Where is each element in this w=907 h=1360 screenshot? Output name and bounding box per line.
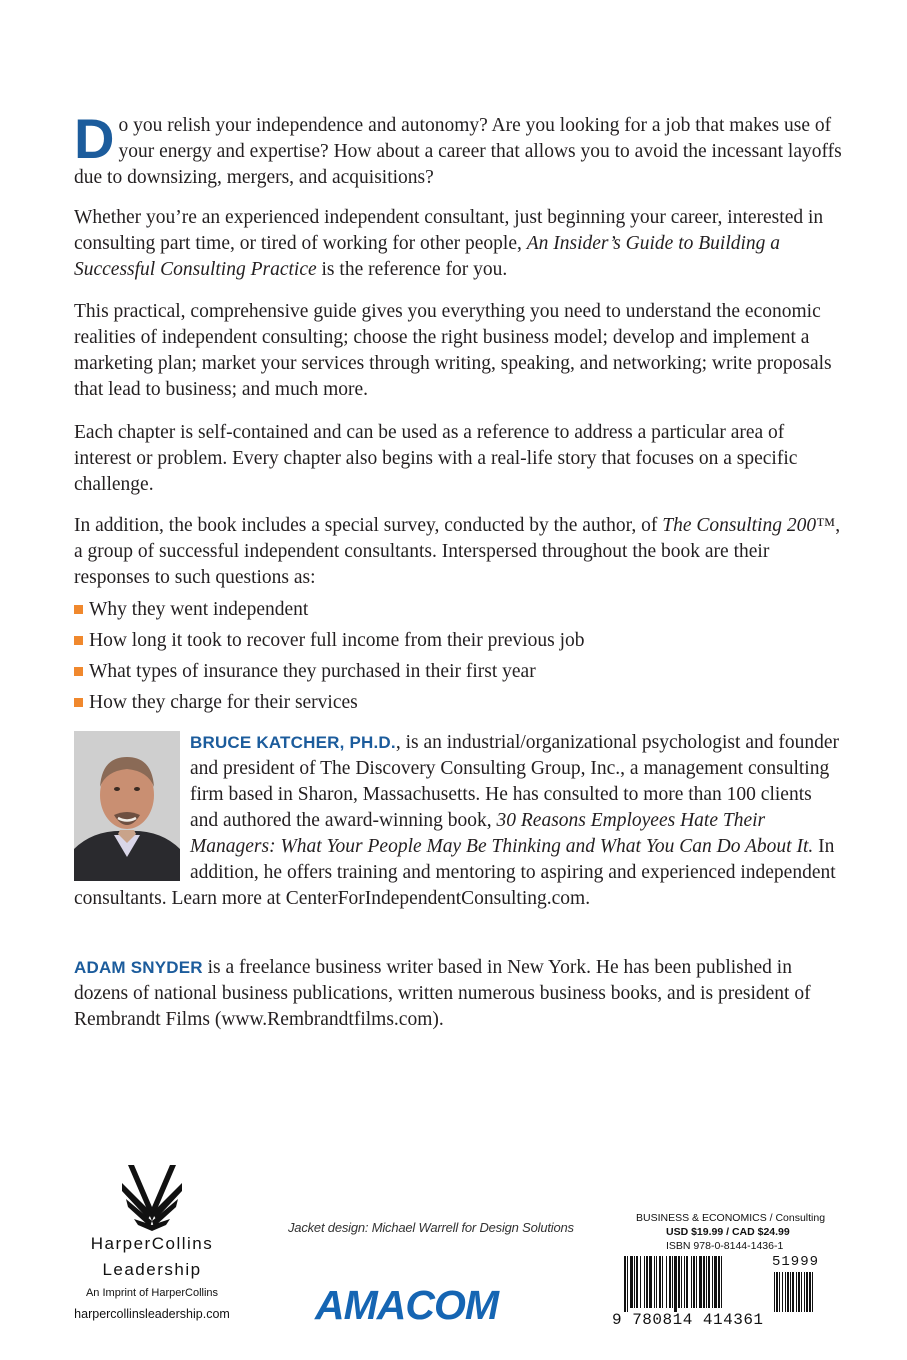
barcode-addon-bar	[782, 1272, 783, 1312]
isbn-number: ISBN 978-0-8144-1436-1	[666, 1240, 784, 1252]
barcode-addon-bar	[787, 1272, 789, 1312]
barcode-addon-bar	[785, 1272, 786, 1312]
reference-text-start: Whether you’re an experienced independent consultant, just beginning your career, interested in consulting part time, or tired of working for other people,	[74, 207, 824, 254]
publisher-name: HarperCollins	[90, 1234, 214, 1253]
barcode-bar	[691, 1256, 692, 1308]
square-bullet-icon	[74, 667, 83, 676]
barcode-addon-digits: 51999	[772, 1254, 820, 1270]
barcode-addon-bar	[812, 1272, 813, 1312]
barcode-addon-bar	[776, 1272, 778, 1312]
trademark-symbol: ™	[816, 515, 836, 536]
barcode-addon-bar	[798, 1272, 800, 1312]
publisher-url: harpercollinsleadership.com	[74, 1307, 230, 1321]
barcode-bar	[656, 1256, 657, 1308]
square-bullet-icon	[74, 605, 83, 614]
list-item: Why they went independent	[74, 594, 585, 625]
chapter-paragraph: Each chapter is self-contained and can be used as a reference to address a particular area of interest or problem. Every chapter also begins with a real-life story that focuses on a specific challenge.	[74, 422, 798, 495]
publisher-logo	[60, 1231, 244, 1283]
barcode-bar	[634, 1256, 635, 1308]
publisher-imprint: An Imprint of HarperCollins	[85, 1287, 219, 1299]
barcode-addon-bar	[801, 1272, 802, 1312]
barcode-addon-bar	[779, 1272, 780, 1312]
barcode-bar	[646, 1256, 648, 1308]
barcode-bar	[674, 1256, 677, 1312]
reference-paragraph	[74, 205, 844, 283]
barcode-bar	[630, 1256, 633, 1308]
barcode-bar	[649, 1256, 652, 1308]
barcode-bar	[703, 1256, 705, 1308]
intro-paragraph	[74, 107, 844, 191]
survey-title: The Consulting 200	[662, 515, 817, 536]
barcode-bar	[636, 1256, 638, 1308]
square-bullet-icon	[74, 636, 83, 645]
barcode-addon-bar	[809, 1272, 811, 1312]
barcode-addon-bar	[790, 1272, 791, 1312]
barcode-bar	[672, 1256, 673, 1308]
book-title: An Insider’s Guide to Building a Successful Consulting Practice	[74, 233, 781, 280]
author-bio-snyder: ADAM SNYDER is a freelance business writer based in New York. He has been published in dozens of national business publications, written numerous business books, and is president of Rembrandt Films (www.Rembrandtfilms.com).	[74, 957, 811, 1030]
barcode-addon-bar	[774, 1272, 775, 1312]
barcode-bar	[666, 1256, 667, 1308]
barcode-addon-bar	[796, 1272, 797, 1312]
barcode-bar	[699, 1256, 702, 1308]
barcode-bar	[669, 1256, 671, 1308]
barcode-bar	[718, 1256, 720, 1308]
author-book-title: 30 Reasons Employees Hate Their Managers: What Your People May Be Thinking and What You Can Do About It.	[190, 810, 814, 857]
list-item: How long it took to recover full income from their previous job	[74, 625, 585, 656]
survey-text-start: In addition, the book includes a special survey, conducted by the author, of	[74, 515, 663, 536]
barcode-bar	[640, 1256, 641, 1308]
barcode-bar	[706, 1256, 707, 1308]
reference-text-end: is the reference for you.	[316, 259, 508, 280]
barcode-bar	[712, 1256, 713, 1308]
barcode-bar	[644, 1256, 645, 1308]
list-item: What types of insurance they purchased in their first year	[74, 656, 585, 687]
barcode-bar	[693, 1256, 695, 1308]
barcode-addon-bar	[804, 1272, 805, 1312]
barcode-bar	[627, 1256, 628, 1312]
coauthor-name: ADAM SNYDER	[74, 958, 203, 977]
intro-text: o you relish your independence and autonomy? Are you looking for a job that makes use of your energy and expertise? How about a career that allows you to avoid the incessant layoffs due to downsizing, mergers, and acquisitions?	[74, 115, 842, 188]
question-list	[74, 594, 585, 718]
publisher-division: Leadership	[102, 1260, 202, 1279]
square-bullet-icon	[74, 698, 83, 707]
barcode-addon-bar	[792, 1272, 794, 1312]
barcode-bar	[624, 1256, 626, 1312]
survey-paragraph	[74, 513, 844, 591]
book-price: USD $19.99 / CAD $24.99	[666, 1226, 790, 1238]
barcode-bar	[659, 1256, 661, 1308]
jacket-credit: Jacket design: Michael Warrell for Design Solutions	[288, 1220, 574, 1235]
guide-paragraph: This practical, comprehensive guide gives you everything you need to understand the economic realities of independent consulting; choose the right business model; develop and implement a marketing plan; market your services through writing, speaking, and networking; write proposals that lead to business; and much more.	[74, 301, 832, 400]
barcode-digits: 9 780814 414361	[612, 1311, 764, 1329]
amacom-logo: AMACOM	[315, 1282, 499, 1328]
barcode-addon-bar	[806, 1272, 808, 1312]
drop-cap: D	[74, 107, 115, 170]
barcode-bar	[684, 1256, 685, 1308]
barcode-bar	[721, 1256, 722, 1308]
book-category: BUSINESS & ECONOMICS / Consulting	[636, 1212, 826, 1224]
author-bio-katcher: BRUCE KATCHER, PH.D., is an industrial/organizational psychologist and founder and president of The Discovery Consulting Group, Inc., a management consulting firm based in Sharon, Massachusetts. He has consulted to more than 100 clients and authored the award-winning book, 30 Reasons Employees Hate Their Managers: What Your People May Be Thinking and What You Can Do About It. In addition, he offers training and mentoring to aspiring and experienced independent consultants. Learn more at CenterForIndependentConsulting.com.	[74, 732, 839, 909]
barcode-bar	[678, 1256, 680, 1308]
survey-text-end: , a group of successful independent consultants. Interspersed throughout the book are their responses to such questions as:	[74, 515, 841, 588]
barcode-bar	[662, 1256, 663, 1308]
barcode-bar	[654, 1256, 655, 1308]
barcode-bar	[686, 1256, 688, 1308]
barcode-bar	[714, 1256, 717, 1308]
author-name: BRUCE KATCHER, PH.D.	[190, 733, 396, 752]
barcode-bar	[708, 1256, 710, 1308]
barcode-bar	[696, 1256, 697, 1308]
barcode-bar	[681, 1256, 682, 1308]
list-item: How they charge for their services	[74, 687, 585, 718]
